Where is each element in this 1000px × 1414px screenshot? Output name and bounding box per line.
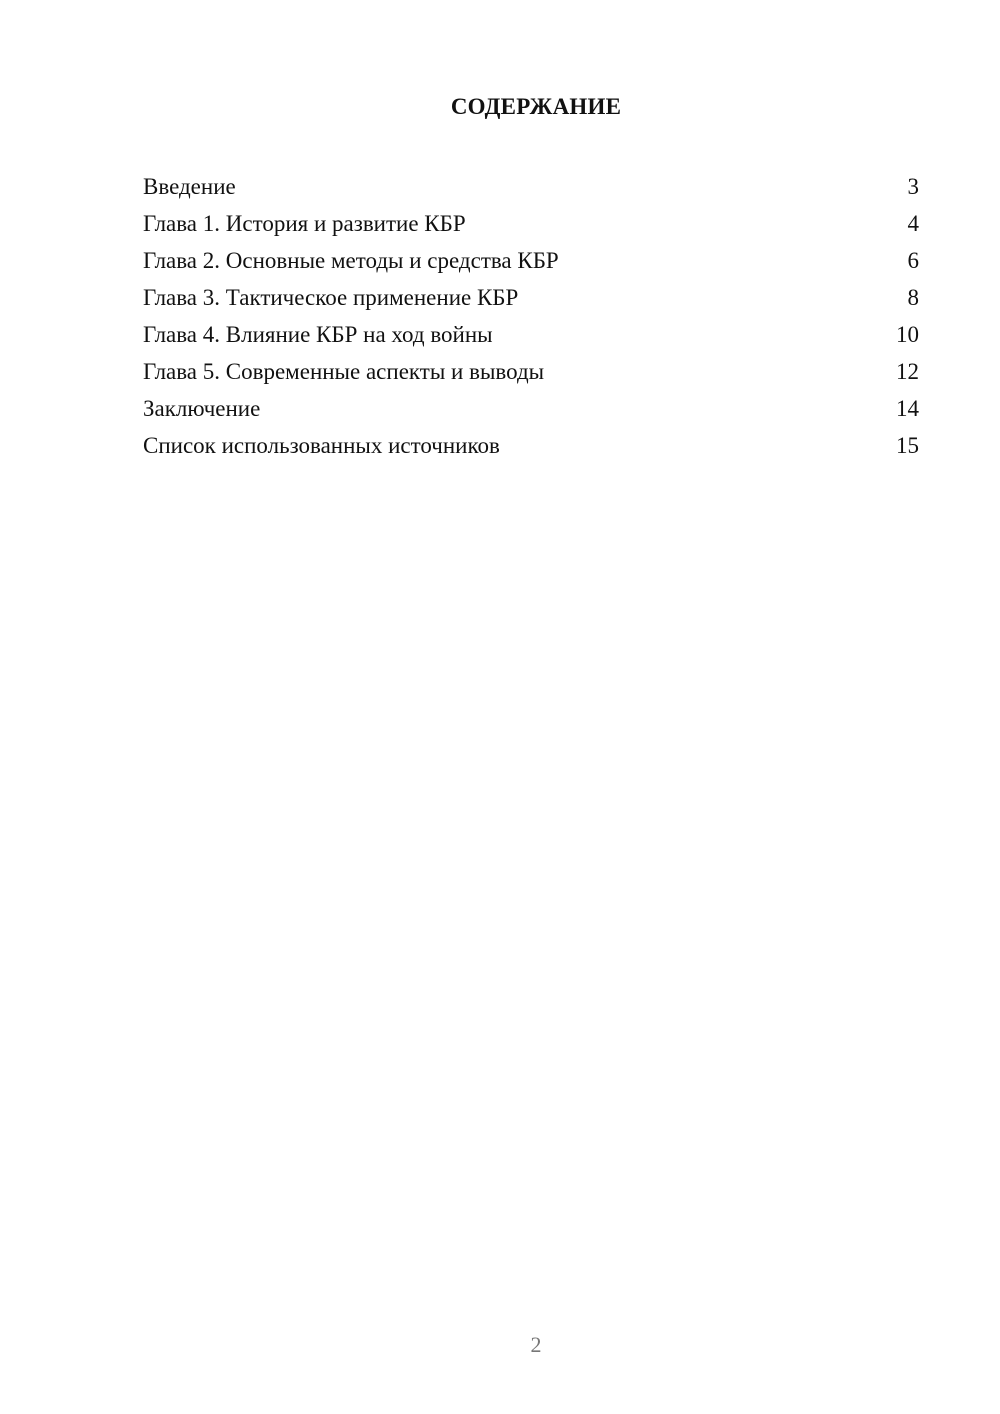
toc-entry-chapter-1 — [143, 205, 919, 242]
toc-entry-label: Глава 1. История и развитие КБР — [143, 211, 466, 236]
toc-entry-page: 8 — [907, 285, 919, 310]
toc-entry-page: 6 — [907, 248, 919, 273]
toc-entry-chapter-5 — [143, 353, 919, 390]
toc-entry-label: Глава 4. Влияние КБР на ход войны — [143, 322, 493, 347]
toc-title: СОДЕРЖАНИЕ — [450, 94, 622, 119]
toc-entry-label: Заключение — [143, 396, 261, 421]
toc-entry-conclusion — [143, 390, 919, 427]
toc-entry-label: Глава 3. Тактическое применение КБР — [143, 285, 519, 310]
toc-entry-page: 4 — [907, 211, 919, 236]
toc-entry-chapter-3 — [143, 279, 919, 316]
toc-entry-label: Глава 2. Основные методы и средства КБР — [143, 248, 559, 273]
toc-entry-introduction — [143, 168, 919, 205]
toc-entry-chapter-4 — [143, 316, 919, 353]
toc-entry-page: 12 — [896, 359, 919, 384]
toc-entry-label: Список использованных источников — [143, 433, 500, 458]
toc-entry-chapter-2 — [143, 242, 919, 279]
toc-entry-label: Глава 5. Современные аспекты и выводы — [143, 359, 545, 384]
toc-entry-page: 15 — [896, 433, 919, 458]
table-of-contents — [143, 168, 919, 464]
toc-entry-page: 14 — [896, 396, 919, 421]
toc-entry-page: 3 — [907, 174, 919, 199]
page-number: 2 — [530, 1332, 542, 1357]
toc-entry-references — [143, 427, 919, 464]
toc-entry-label: Введение — [143, 174, 236, 199]
toc-entry-page: 10 — [896, 322, 919, 347]
